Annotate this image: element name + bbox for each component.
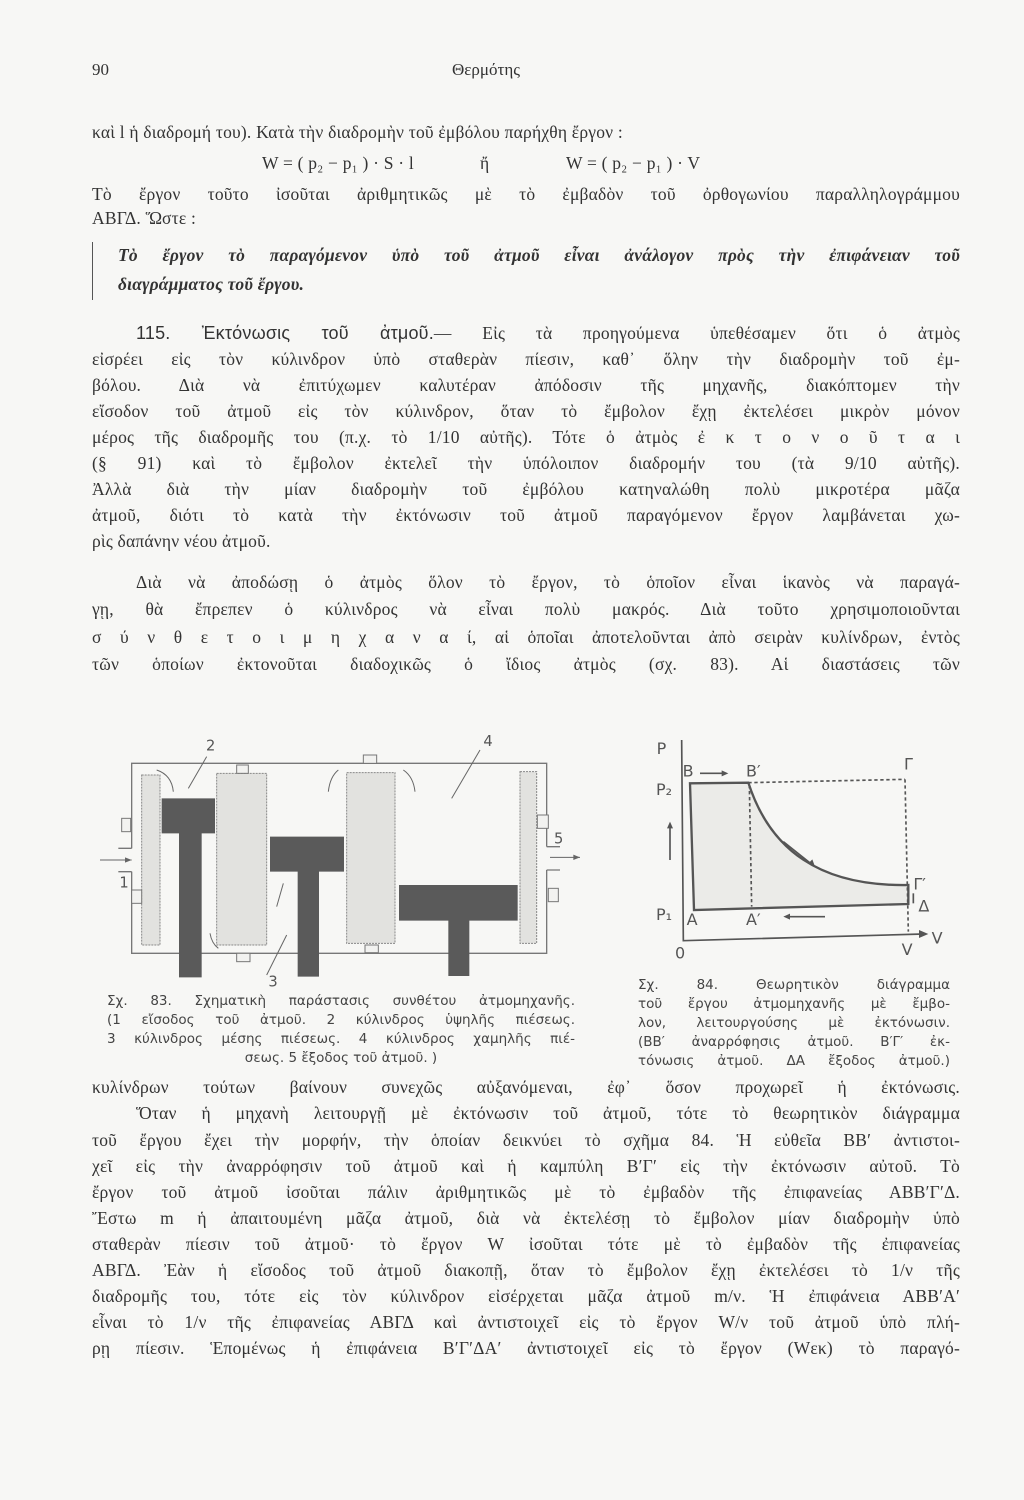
figure-84-caption: [638, 976, 950, 1071]
point-a: A: [686, 910, 698, 929]
rule-margin-bar: [92, 242, 93, 300]
body-line: ρῃ πίεσιν. Ἑπομένως ἡ ἐπιφάνεια Β′Γ′ΔΑ′ ἀντιστοιχεῖ εἰς τὸ ἔργον (Wεκ) τὸ παραγό-: [92, 1338, 960, 1358]
origin-label: 0: [675, 943, 686, 963]
rule-statement: Τὸ ἔργον τὸ παραγόμενον ὑπὸ τοῦ ἀτμοῦ εἶναι ἀνάλογον πρὸς τὴν ἐπιφάνειαν τοῦ: [118, 245, 960, 265]
caption-line: λον, λειτουργούσης μὲ ἐκτόνωσιν.: [638, 1015, 950, 1031]
p2-label: P₂: [656, 780, 673, 799]
caption-line: 3 κύλινδρος μέσης πιέσεως. 4 κύλινδρος χαμηλῆς πιέ-: [107, 1031, 575, 1047]
p1-label: P₁: [656, 905, 673, 924]
intro-line: καὶ l ἡ διαδρομή του). Κατὰ τὴν διαδρομὴν τοῦ ἐμβόλου παρήχθη ἔργον :: [92, 122, 623, 142]
formula-right: W = ( p₂ − p₁ ) · V: [566, 153, 701, 173]
section-line: ἀτμοῦ, διότι τὸ κατὰ τὴν ἐκτόνωσιν τοῦ ἀτμοῦ παραγόμενον ἔργον λαμβάνεται χω-: [92, 505, 960, 525]
section-first-line: [136, 322, 960, 344]
body-line: Ὅταν ἡ μηχανὴ λειτουργῇ μὲ ἐκτόνωσιν τοῦ ἀτμοῦ, τότε τὸ θεωρητικὸν διάγραμμα: [136, 1103, 960, 1123]
section-line: ρὶς δαπάνην νέου ἀτμοῦ.: [92, 531, 271, 551]
cylinder-wall: [217, 773, 267, 945]
body-line: διαδρομῆς του, τότε εἰς τὸν κύλινδρον εἰσέρχεται μᾶζα ἀτμοῦ m/ν. Ἡ ἐπιφάνεια ΑΒΒ′Α′: [92, 1286, 960, 1306]
caption-line: σεως. 5 ἔξοδος τοῦ ἀτμοῦ. ): [244, 1050, 438, 1066]
work-area: [690, 783, 908, 910]
body-line: τοῦ ἔργου ἔχει τὴν μορφήν, τὴν ὁποίαν δεικνύει τὸ σχῆμα 84. Ἡ εὐθεῖα ΒΒ′ ἀντιστοι-: [92, 1130, 960, 1150]
figure-83-caption: [107, 992, 575, 1068]
body-line: κυλίνδρων τούτων βαίνουν συνεχῶς αὐξανόμεναι, ἐφ᾽ ὅσον προχωρεῖ ἡ ἐκτόνωσις.: [92, 1077, 960, 1097]
piston-high-pressure: [162, 798, 215, 977]
piston-low-pressure: [399, 885, 518, 976]
caption-line: Σχ. 83. Σχηματικὴ παράστασις συνθέτου ἀτμομηχανῆς.: [107, 993, 575, 1009]
label-1: 1: [119, 874, 129, 892]
body-line: ΑΒΓΔ. Ἐὰν ἡ εἴσοδος τοῦ ἀτμοῦ διακοπῇ, ὅταν τὸ ἔμβολον ἔχῃ ἐκτελέσει τὸ 1/ν τῆς: [92, 1260, 960, 1280]
body-line: ἔργον τοῦ ἀτμοῦ ἰσοῦται πάλιν ἀριθμητικῶς μὲ τὸ ἐμβαδὸν τῆς ἐπιφανείας ΑΒΒ′Γ′Δ.: [92, 1182, 960, 1202]
body-line: χεῖ εἰς τὴν ἀναρρόφησιν τοῦ ἀτμοῦ καὶ ἡ καμπύλη Β′Γ′ εἰς τὴν ἐκτόνωσιν αὐτοῦ. Τὸ: [92, 1156, 960, 1176]
caption-line: Σχ. 84. Θεωρητικὸν διάγραμμα: [638, 977, 950, 993]
section-line: (§ 91) καὶ τὸ ἔμβολον ἐκτελεῖ τὴν ὑπόλοιπον διαδρομήν του (τὰ 9/10 αὐτῆς).: [92, 453, 960, 473]
section-line: τῶν ὁποίων ἐκτονοῦται διαδοχικῶς ὁ ἴδιος ἀτμὸς (σχ. 83). Αἱ διαστάσεις τῶν: [92, 654, 960, 674]
formula-or: ἤ: [480, 153, 490, 173]
section-line: σ ύ ν θ ε τ ο ι μ η χ α ν α ί, αἱ ὁποῖαι ἀποτελοῦνται ἀπὸ σειρὰν κυλίνδρων, ἐντὸς: [92, 627, 960, 647]
body-line: εἶναι τὸ 1/ν τῆς ἐπιφανείας ΑΒΓΔ καὶ ἀντιστοιχεῖ εἰς τὸ ἔργον W/ν τοῦ ἀτμοῦ ὑπὸ πλή-: [92, 1312, 960, 1332]
point-b-prime: B′: [746, 761, 761, 781]
point-delta: Δ: [918, 896, 930, 916]
body-line: Ἔστω m ἡ ἀπαιτουμένη μᾶζα ἀτμοῦ, διὰ νὰ ἐκτελέσῃ τὸ ἔμβολον μίαν διαδρομὴν ὑπὸ: [92, 1208, 960, 1228]
section-line: μέρος τῆς διαδρομῆς του (π.χ. τὸ 1/10 αὐτῆς). Τότε ὁ ἀτμὸς ἐ κ τ ο ν ο ῦ τ α ι: [92, 427, 960, 447]
intro-line: Τὸ ἔργον τοῦτο ἰσοῦται ἀριθμητικῶς μὲ τὸ ἐμβαδὸν τοῦ ὀρθογωνίου παραλληλογράμμου: [92, 184, 960, 204]
point-a-prime: A′: [746, 910, 761, 929]
page-number: 90: [92, 60, 109, 79]
label-5: 5: [554, 830, 564, 848]
section-line: εἰσρέει εἰς τὸν κύλινδρον ὑπὸ σταθερὰν πίεσιν, καθ᾽ ὅλην τὴν διαδρομὴν τοῦ ἐμ-: [92, 349, 960, 369]
intro-line: ΑΒΓΔ. Ὥστε :: [92, 208, 197, 228]
caption-line: τόνωσις ἀτμοῦ. ΔΑ ἔξοδος ἀτμοῦ.): [638, 1053, 950, 1069]
label-3: 3: [268, 973, 278, 990]
body-line: σταθερὰν πίεσιν τοῦ ἀτμοῦ· τὸ ἔργον W ἰσοῦται τότε μὲ τὸ ἐμβαδὸν τῆς ἐπιφανείας: [92, 1234, 960, 1254]
section-line: εἴσοδον τοῦ ἀτμοῦ εἰς τὸν κύλινδρον, ὅταν τὸ ἔμβολον ἔχῃ ἐκτελέσει μικρὸν μόνον: [92, 401, 960, 421]
section-line: Διὰ νὰ ἀποδώσῃ ὁ ἀτμὸς ὅλον τὸ ἔργον, τὸ ὁποῖον εἶναι ἱκανὸς νὰ παραγά-: [136, 572, 960, 592]
figure-83-compound-engine: [100, 730, 600, 990]
point-gamma: Γ: [904, 754, 913, 774]
section-heading: 115. Ἐκτόνωσις τοῦ ἀτμοῦ.: [136, 323, 434, 343]
rule-statement: διαγράμματος τοῦ ἔργου.: [118, 274, 305, 294]
cylinder-wall: [347, 773, 395, 944]
section-line: γῃ, θὰ ἔπρεπεν ὁ κύλινδρος νὰ εἶναι πολὺ μακρός. Διὰ τοῦτο χρησιμοποιοῦνται: [92, 599, 960, 619]
label-4: 4: [483, 733, 493, 750]
figure-84-pv-diagram: [620, 730, 980, 990]
piston-medium-pressure: [270, 837, 344, 977]
section-line: Ἀλλὰ διὰ τὴν μίαν διαδρομὴν τοῦ ἐμβόλου κατηναλώθη πολὺ μικροτέρα μᾶζα: [92, 479, 960, 499]
p-axis-label: P: [656, 739, 667, 758]
point-gamma-prime: Γ′: [913, 874, 926, 894]
valve-slide: [142, 775, 160, 945]
v-mark: V: [901, 940, 913, 959]
valve-slide: [520, 772, 537, 944]
section-line: βόλου. Διὰ νὰ ἐπιτύχωμεν καλυτέραν ἀπόδοσιν τῆς μηχανῆς, διακόπτομεν τὴν: [92, 375, 960, 395]
caption-line: τοῦ ἔργου ἀτμομηχανῆς μὲ ἔμβο-: [638, 996, 950, 1012]
caption-line: (ΒΒ′ ἀναρρόφησις ἀτμοῦ. Β′Γ′ ἐκ-: [638, 1034, 950, 1050]
section-line: — Εἰς τὰ προηγούμενα ὑπεθέσαμεν ὅτι ὁ ἀτμὸς: [433, 323, 960, 343]
point-b: B: [682, 761, 694, 781]
running-title: Θερμότης: [452, 60, 520, 79]
label-2: 2: [206, 737, 216, 755]
v-axis-label: V: [931, 928, 943, 948]
caption-line: (1 εἴσοδος τοῦ ἀτμοῦ. 2 κύλινδρος ὑψηλῆς πιέσεως.: [107, 1012, 575, 1028]
formula-left: W = ( p₂ − p₁ ) · S · l: [262, 153, 414, 173]
